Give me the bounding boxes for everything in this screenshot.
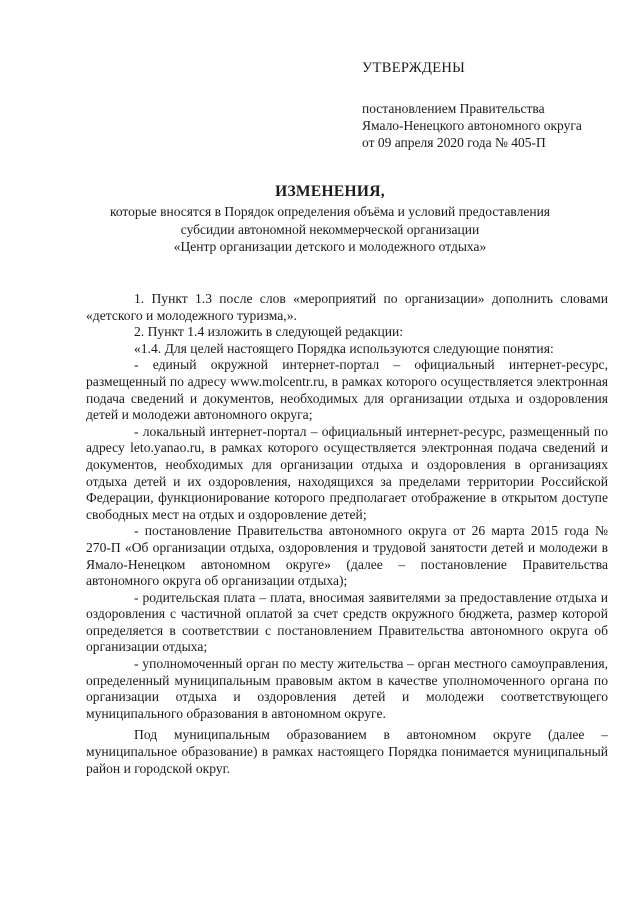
body-paragraph-definition-local-portal: - локальный интернет-портал – официальный интернет-ресурс, размещенный по адресу leto.yanao.ru, в рамках которого осуществляется электронная подача сведений и документов, необходимых для организации отдыха и оздоровления в организациях отдыха детей и их оздоровления, находящихся за пределами территории Российской Федерации, функционирование которого предполагает отображение в открытом доступе свободных мест на отдых и оздоровление детей;: [86, 423, 608, 522]
body-paragraph-definition-parental-fee: - родительская плата – плата, вносимая заявителями за предоставление отдыха и оздоровления с частичной оплатой за счет средств окружного бюджета, размер которой определяется в соответствии с постановлением Правительства автономного округа об организации отдыха;: [86, 589, 608, 655]
document-subtitle-line: субсидии автономной некоммерческой организации: [180, 221, 480, 237]
document-body: [86, 291, 608, 777]
approval-line: постановлением Правительства: [362, 101, 545, 116]
body-paragraph-definition-portal: - единый окружной интернет-портал – официальный интернет-ресурс, размещенный по адресу www.molcentr.ru, в рамках которого осуществляется электронная подача сведений и документов, необходимых для организации отдыха и оздоровления детей и молодежи автономного округа;: [86, 357, 608, 423]
body-paragraph-municipal: Под муниципальным образованием в автономном округе (далее – муниципальное образование) в рамках настоящего Порядка понимается муниципальный район и городской округ.: [86, 727, 608, 776]
approval-line: Ямало-Ненецкого автономного округа: [362, 118, 582, 133]
body-paragraph-definition-resolution: - постановление Правительства автономного округа от 26 марта 2015 года № 270-П «Об организации отдыха, оздоровления и трудовой занятости детей и молодежи в Ямало-Ненецком автономном округе» (далее – постановление Правительства автономного округа об организации отдыха);: [86, 523, 608, 589]
body-paragraph-definition-authorized-body: - уполномоченный орган по месту жительства – орган местного самоуправления, определенный муниципальным правовым актом в качестве уполномоченного органа по организации отдыха и оздоровления детей и молодежи соответствующего муниципального образования в автономном округе.: [86, 656, 608, 721]
body-paragraph-definition-intro: «1.4. Для целей настоящего Порядка используются следующие понятия:: [134, 340, 554, 356]
approval-block: [362, 60, 632, 151]
document-heading: [60, 182, 600, 256]
document-title: ИЗМЕНЕНИЯ,: [275, 183, 385, 200]
approval-line: от 09 апреля 2020 года № 405-П: [362, 135, 546, 150]
body-paragraph-item-1: 1. Пункт 1.3 после слов «мероприятий по организации» дополнить словами «детского и молодежного туризма,».: [86, 291, 608, 323]
body-paragraph-item-2: 2. Пункт 1.4 изложить в следующей редакции:: [134, 324, 404, 340]
document-subtitle-line: «Центр организации детского и молодежного отдыха»: [173, 239, 487, 254]
approval-title: УТВЕРЖДЕНЫ: [362, 60, 466, 76]
document-subtitle-line: которые вносятся в Порядок определения объёма и условий предоставления: [109, 204, 551, 219]
